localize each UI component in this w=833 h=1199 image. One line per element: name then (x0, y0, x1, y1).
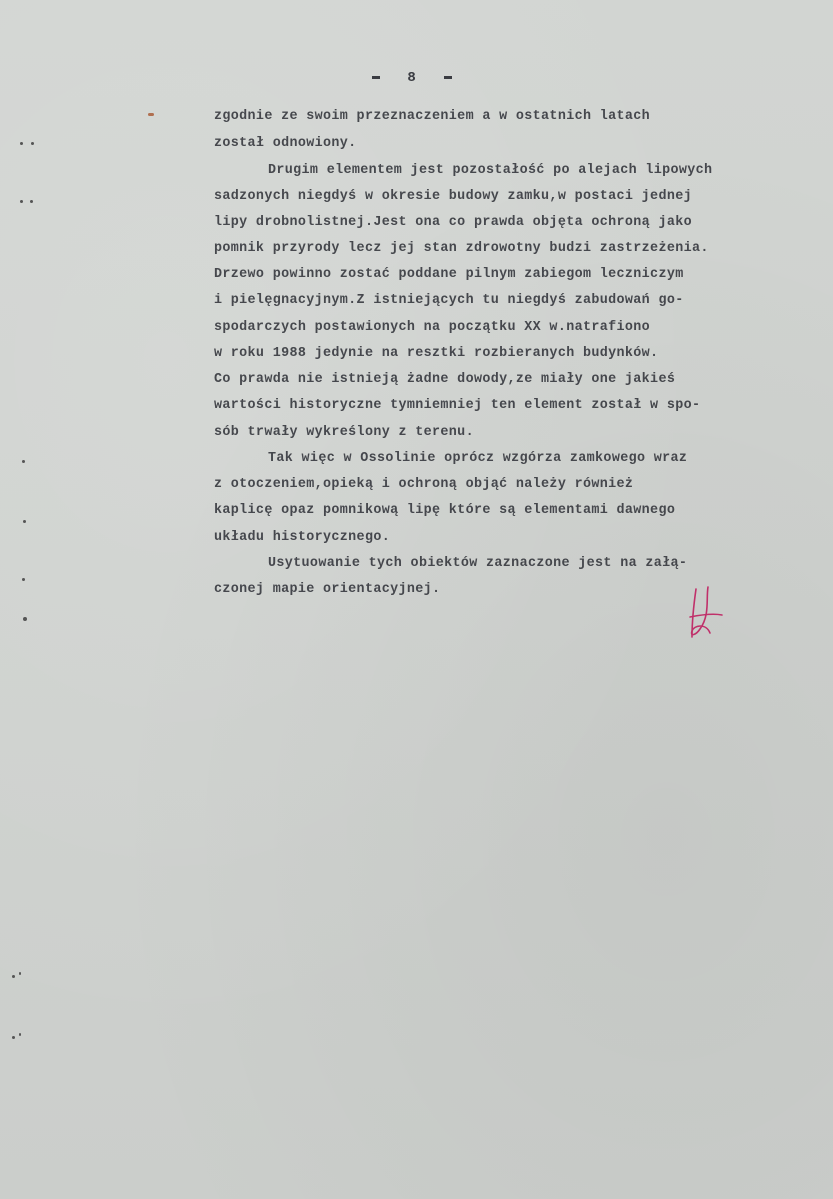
text-line: wartości historyczne tymniemniej ten element został w spo- (214, 398, 701, 413)
margin-red-mark (148, 113, 154, 116)
margin-dot (19, 972, 21, 975)
margin-dot (12, 1036, 15, 1039)
text-line: spodarczych postawionych na początku XX w.natrafiono (214, 320, 651, 335)
margin-dot (23, 617, 27, 621)
text-line: został odnowiony. (214, 136, 357, 151)
margin-dot (31, 142, 34, 145)
text-line: w roku 1988 jedynie na resztki rozbieranych budynków. (214, 346, 659, 361)
text-line: kaplicę opaz pomnikową lipę które są elementami dawnego (214, 503, 676, 518)
page-number (368, 70, 456, 86)
margin-dot (20, 200, 23, 203)
text-line: sadzonych niegdyś w okresie budowy zamku,w postaci jednej (214, 189, 692, 204)
margin-dot (12, 975, 15, 978)
margin-dot (22, 578, 25, 581)
text-line: i pielęgnacyjnym.Z istniejących tu niegdyś zabudowań go- (214, 293, 684, 308)
text-line: sób trwały wykreślony z terenu. (214, 425, 474, 440)
margin-dot (22, 460, 25, 463)
margin-dot (23, 520, 26, 523)
text-line: Co prawda nie istnieją żadne dowody,ze miały one jakieś (214, 372, 676, 387)
page-number-dash-left (372, 76, 380, 79)
text-line: czonej mapie orientacyjnej. (214, 582, 441, 597)
text-line: układu historycznego. (214, 530, 391, 545)
text-line: zgodnie ze swoim przeznaczeniem a w ostatnich latach (214, 109, 651, 124)
page-number-dash-right (444, 76, 452, 79)
text-line: Usytuowanie tych obiektów zaznaczone jest na załą- (268, 556, 688, 571)
text-line: pomnik przyrody lecz jej stan zdrowotny budzi zastrzeżenia. (214, 241, 709, 256)
text-line: Drugim elementem jest pozostałość po alejach lipowych (268, 163, 713, 178)
text-line: z otoczeniem,opieką i ochroną objąć należy również (214, 477, 634, 492)
text-line: Drzewo powinno zostać poddane pilnym zabiegom leczniczym (214, 267, 684, 282)
text-line: lipy drobnolistnej.Jest ona co prawda objęta ochroną jako (214, 215, 692, 230)
margin-dot (19, 1033, 21, 1036)
margin-dot (20, 142, 23, 145)
page-number-value: 8 (407, 70, 417, 86)
text-line: Tak więc w Ossolinie oprócz wzgórza zamkowego wraz (268, 451, 688, 466)
margin-dot (30, 200, 33, 203)
signature-mark (686, 585, 726, 641)
